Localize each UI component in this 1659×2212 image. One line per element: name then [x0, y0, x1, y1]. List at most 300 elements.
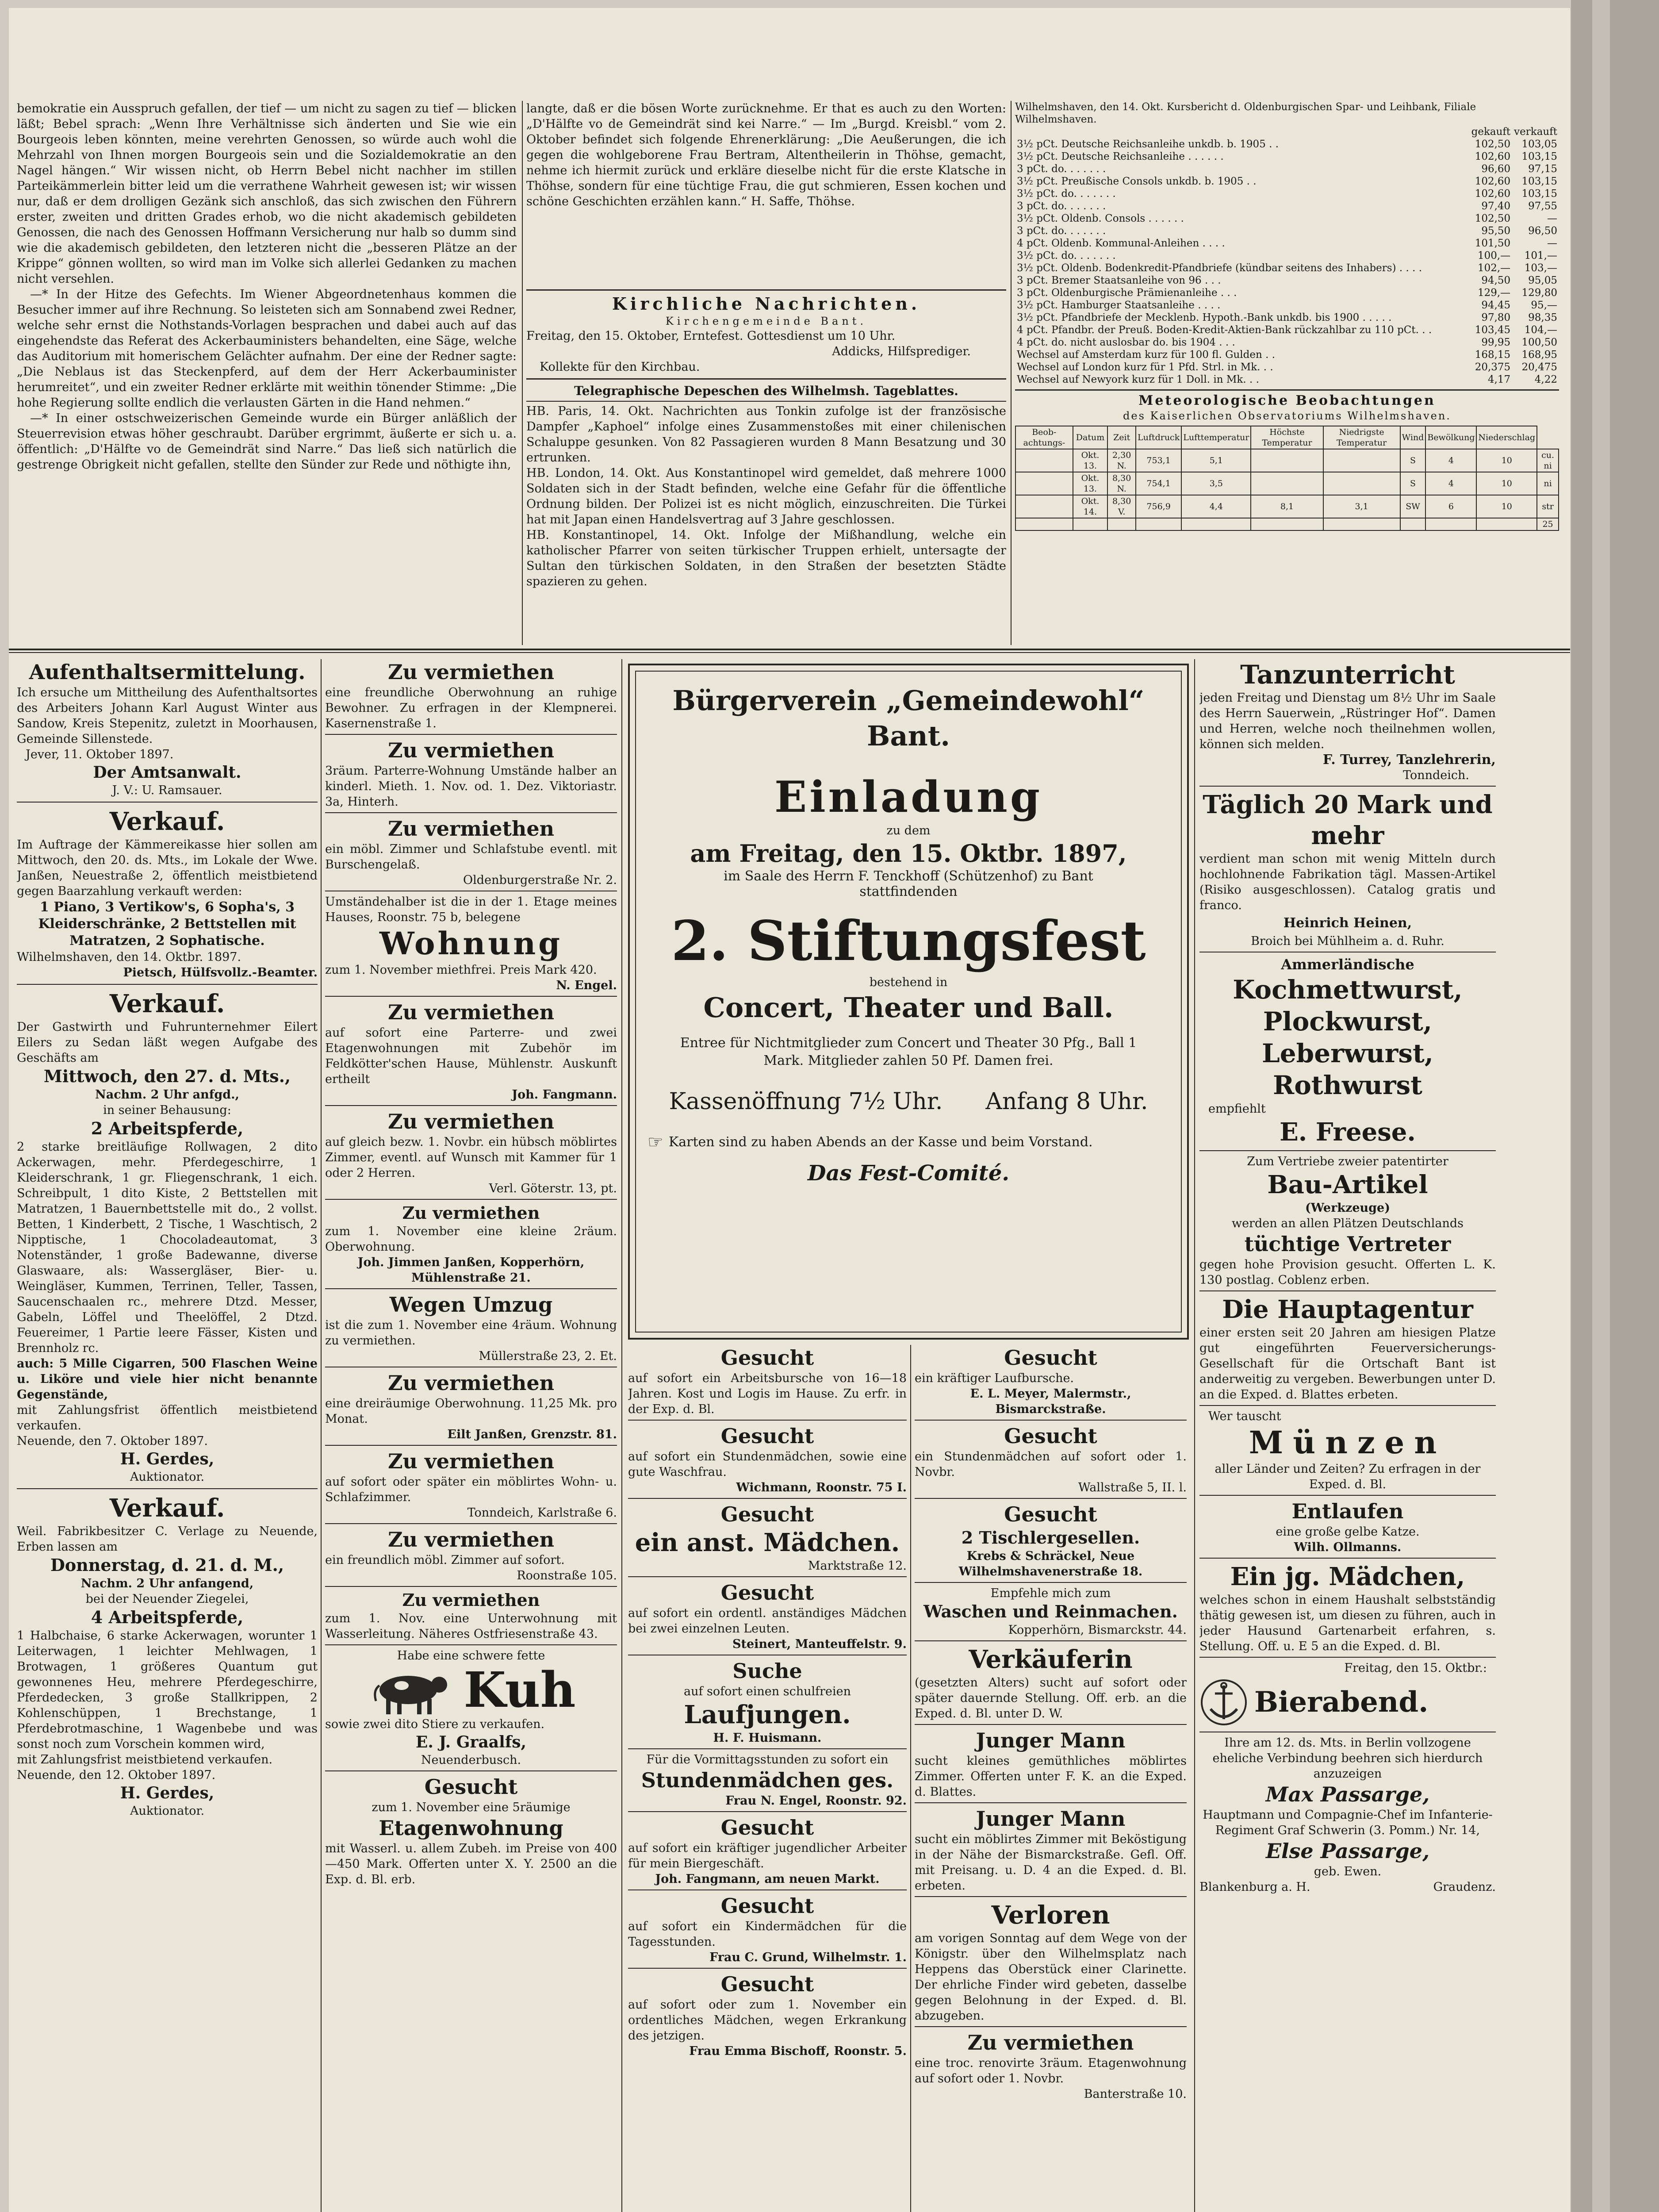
ad-big: Kuh: [464, 1661, 576, 1718]
ad-big: Münzen: [1249, 1424, 1447, 1461]
ad-signature: Wichmann, Roonstr. 75 I.: [736, 1481, 907, 1494]
ad-signature: E. J. Graalfs,: [415, 1733, 527, 1751]
market-price: 4,17: [1487, 374, 1511, 385]
ad-text: ein Stundenmädchen auf sofort oder 1. Novbr.: [915, 1450, 1187, 1479]
ad-text: Im Auftrage der Kämmereikasse hier sollen am Mittwoch, den 20. ds. Mts., im Lokale der Wwe. Janßen, Neuestraße 2, öffentlich meistbietend gegen Baarzahlung verkauft werden:: [17, 838, 318, 898]
ad-address: Verl. Göterstr. 13, pt.: [489, 1182, 617, 1195]
ads-column-4: [1199, 659, 1496, 2212]
ad-address: Broich bei Mühlheim a. d. Ruhr.: [1251, 934, 1444, 948]
event-place: im Saale des Herrn F. Tenckhoff (Schützenhof) zu Bant: [724, 868, 1093, 884]
ad-date: Neuende, den 12. Oktober 1897.: [17, 1768, 216, 1782]
ad-title: Zu vermiethen: [967, 2031, 1134, 2055]
market-price: 98,35: [1528, 312, 1557, 323]
event-entry: Entree für Nichtmitglieder zum Concert und Theater 30 Pfg., Ball 1 Mark. Mitglieder zahlen 50 Pf. Damen frei.: [680, 1035, 1137, 1068]
meteorology-cell: 756,9: [1136, 495, 1181, 518]
ad-text: (gesetzten Alters) sucht auf sofort oder später dauernde Stellung. Off. erb. an die Exped. d. Bl. unter D. W.: [915, 1676, 1187, 1720]
ad-date: Wilhelmshaven, den 14. Oktbr. 1897.: [17, 950, 241, 964]
ad-big: 2 Tischlergesellen.: [961, 1528, 1140, 1548]
meteorology-cell: 25: [1537, 518, 1559, 530]
ad-text: auf sofort ein Stundenmädchen, sowie eine gute Waschfrau.: [628, 1450, 907, 1479]
ad-text: geb. Ewen.: [1314, 1865, 1382, 1878]
meteorology-cell: 3,5: [1181, 472, 1251, 495]
meteorology-cell: 8,30 V.: [1107, 495, 1136, 518]
ad-text: eine troc. renovirte 3räum. Etagenwohnung auf sofort oder 1. Novbr.: [915, 2056, 1187, 2085]
ad-big: Verloren: [991, 1901, 1110, 1930]
event-invite: Einladung: [774, 772, 1042, 822]
anchor-emblem-icon: [1199, 1676, 1248, 1729]
ad-text: Ammerländische: [1281, 956, 1414, 973]
market-row: [1015, 262, 1559, 274]
meteorology-cell: 4: [1425, 449, 1476, 472]
ad-big: tüchtige Vertreter: [1244, 1232, 1451, 1256]
meteorology-header: Zeit: [1107, 426, 1136, 449]
event-karten: Karten sind zu haben Abends an der Kasse und beim Vorstand.: [668, 1134, 1093, 1150]
meteorology-subtitle: des Kaiserlichen Observatoriums Wilhelmshaven.: [1123, 410, 1451, 422]
market-row: [1015, 250, 1559, 262]
market-security: 3 pCt. Oldenburgische Prämienanleihe . . .: [1017, 287, 1237, 299]
meteorology-row: [1015, 449, 1559, 472]
ad-address: Tonndeich.: [1403, 768, 1469, 782]
ad-text: mit Zahlungsfrist meistbietend verkaufen.: [17, 1753, 273, 1767]
event-fest: 2. Stiftungsfest: [671, 909, 1146, 973]
ad-title: Gesucht: [720, 1346, 814, 1370]
ad-title: Zu vermiethen: [387, 660, 555, 684]
ad-text: auf sofort oder später ein möblirtes Wohn- u. Schlafzimmer.: [325, 1475, 617, 1504]
ad-text: sucht kleines gemüthliches möblirtes Zimmer. Offerten unter F. K. an die Exped. d. Blattes.: [915, 1754, 1187, 1799]
meteorology-header: Niederschlag: [1476, 426, 1537, 449]
market-price: 20,475: [1521, 361, 1557, 373]
ad-title: Verkauf.: [109, 807, 225, 836]
ad-signature: J. V.: U. Ramsauer.: [112, 783, 222, 797]
market-heading: Wilhelmshaven, den 14. Okt. Kursbericht d. Oldenburgischen Spar- und Leihbank, Filiale Wilhelmshaven.: [1015, 101, 1476, 125]
market-price: 103,15: [1521, 176, 1557, 187]
market-price: 103,15: [1521, 188, 1557, 200]
ad-date-big: Donnerstag, d. 21. d. M.,: [50, 1555, 284, 1575]
ad-text: Ihre am 12. ds. Mts. in Berlin vollzogene eheliche Verbindung beehren sich hierdurch anzuzeigen: [1212, 1736, 1483, 1781]
meteorology-cell: ni: [1537, 472, 1559, 495]
meteorology-cell: Okt. 14.: [1073, 495, 1108, 518]
ad-address: Wallstraße 5, II. l.: [1078, 1481, 1187, 1494]
ad-text: sucht ein möblirtes Zimmer mit Beköstigung in der Nähe der Bismarckstraße. Gefl. Off. mit Preisang. u. D. 4 an die Exped. d. Bl. erbeten.: [915, 1832, 1187, 1893]
ad-big: Waschen und Reinmachen.: [923, 1601, 1178, 1621]
market-price: 129,—: [1477, 287, 1511, 299]
meteorology-header: Luftdruck: [1136, 426, 1181, 449]
article-text: langte, daß er die bösen Worte zurücknehme. Er that es auch zu den Worten: „D'Hälfte vo de Gemeindrät sind kei Narre.“ — Im „Burgd. Kreisbl.“ vom 2. Oktober befindet sich folgende Ehrenerklärung: „Die Aeußerungen, die ich gegen die wohlgeborene Frau Bertram, Altentheilerin in Thöhse, gemacht, nehme ich hiermit zurück und erkläre dieselbe nicht für die erste Klatsche in Thöhse, sondern für eine tüchtige Frau, die gut schmieren, Essen kochen und schöne Geschichten erzählen kann.“ H. Saffe, Thöhse.: [526, 102, 1006, 208]
ad-text: eine große gelbe Katze.: [1276, 1525, 1420, 1539]
ad-date: Jever, 11. Oktober 1897.: [26, 748, 174, 761]
ad-title: Zu vermiethen: [387, 1449, 555, 1473]
market-row: [1015, 138, 1559, 150]
telegraph-title: Telegraphische Depeschen des Wilhelmsh. Tageblattes.: [574, 384, 958, 398]
market-price: 129,80: [1521, 287, 1557, 299]
ad-text: Empfehle mich zum: [990, 1586, 1111, 1600]
meteorology-cell: 10: [1476, 449, 1537, 472]
market-price: 96,60: [1481, 163, 1511, 175]
ad-text: einer ersten seit 20 Jahren am hiesigen Platze gut eingeführten Feuerversicherungs-Gesellschaft für die Ortschaft Bant ist anderweitig zu vergeben. Bewerbungen unter D. an die Exped. d. Blattes erbeten.: [1199, 1326, 1496, 1402]
ad-name: Max Passarge,: [1265, 1782, 1430, 1806]
market-row: [1015, 349, 1559, 361]
ad-signature: Der Amtsanwalt.: [93, 763, 241, 782]
ad-address: Oldenburgerstraße Nr. 2.: [463, 873, 617, 887]
event-anfang: Anfang 8 Uhr.: [985, 1088, 1148, 1115]
ad-text: auf gleich bezw. 1. Novbr. ein hübsch möblirtes Zimmer, eventl. auf Wunsch mit Kammer für 1 oder 2 Herren.: [325, 1135, 617, 1180]
meteorology-cell: S: [1400, 472, 1426, 495]
market-security: 3½ pCt. Preußische Consols unkdb. b. 1905 . .: [1017, 176, 1257, 187]
market-security: Wechsel auf Amsterdam kurz für 100 fl. Gulden . .: [1017, 349, 1276, 361]
church-news-title: Kirchliche Nachrichten.: [612, 294, 921, 314]
market-row: [1015, 299, 1559, 311]
ad-text: mit Wasserl. u. allem Zubeh. im Preise von 400—450 Mark. Offerten unter X. Y. 2500 an die Exp. d. Bl. erb.: [325, 1842, 617, 1886]
market-security: 3½ pCt. Hamburger Staatsanleihe . . . .: [1017, 300, 1221, 311]
event-bestehend: bestehend in: [869, 975, 948, 989]
ad-text: sowie zwei dito Stiere zu verkaufen.: [325, 1717, 545, 1731]
ads-column-3b: [915, 1345, 1187, 2212]
ad-text: zum 1. November eine 5räumige: [372, 1801, 571, 1814]
market-price: 100,50: [1521, 337, 1557, 348]
market-security: 4 pCt. do. nicht auslosbar do. bis 1904 . . .: [1017, 337, 1235, 348]
market-row: [1015, 274, 1559, 287]
ad-big: Bierabend.: [1254, 1686, 1429, 1719]
ad-items: 1 Halbchaise, 6 starke Ackerwagen, worunter 1 Leiterwagen, 1 leichter Mehlwagen, 1 Brotwagen, 1 größeres Quantum gut gewonnenes Heu, mehrere Pferdegeschirre, Pferdedecken, 3 große Stallkrippen, 2 Kohlenschüppen, 1 Brechstange, 1 Pferdebrotmaschine, 1 Wagenbebe und was sonst noch zum Vorschein kommen wird,: [17, 1629, 318, 1751]
ad-text: in seiner Behausung:: [103, 1103, 231, 1117]
market-col-header: verkauft: [1514, 126, 1557, 138]
ad-date: Neuende, den 7. Oktober 1897.: [17, 1434, 208, 1448]
meteorology-cell: 753,1: [1136, 449, 1181, 472]
sausage-item: Plockwurst,: [1263, 1006, 1433, 1037]
market-row: [1015, 287, 1559, 299]
market-price: 102,—: [1477, 262, 1511, 274]
market-row: [1015, 373, 1559, 386]
ad-time: Nachm. 2 Uhr anfangend,: [80, 1577, 254, 1590]
ad-text: zum 1. Nov. eine Unterwohnung mit Wasserleitung. Näheres Ostfriesenstraße 43.: [325, 1612, 617, 1641]
meteorology-cell: cu. ni: [1537, 449, 1559, 472]
market-row: [1015, 200, 1559, 212]
ad-text: gegen hohe Provision gesucht. Offerten L. K. 130 postlag. Coblenz erben.: [1199, 1258, 1496, 1287]
meteorology-cell: str: [1537, 495, 1559, 518]
ad-text: jeden Freitag und Dienstag um 8½ Uhr im Saale des Herrn Sauerwein, „Rüstringer Hof“. Damen und Herren, welche noch theilnehmen wollen, können sich melden.: [1199, 691, 1496, 751]
ad-signature: Joh. Fangmann, am neuen Markt.: [655, 1872, 880, 1886]
ad-big: Junger Mann: [976, 1807, 1126, 1831]
market-table: [1015, 126, 1559, 386]
meteorology-title: Meteorologische Beobachtungen: [1138, 393, 1436, 408]
market-row: [1015, 324, 1559, 336]
ad-title: Verkauf.: [109, 989, 225, 1018]
meteorology-cell: 754,1: [1136, 472, 1181, 495]
ad-title: Verkauf.: [109, 1494, 225, 1523]
ad-text: verdient man schon mit wenig Mitteln durch hochlohnende Fabrikation tägl. Massen-Artikel (Risiko ausgeschlossen). Catalog gratis und franco.: [1199, 852, 1496, 912]
ad-title: Zu vermiethen: [387, 738, 555, 762]
ad-signature: N. Engel.: [556, 979, 617, 992]
ad-big: Verkäuferin: [969, 1645, 1133, 1674]
market-report: [1015, 101, 1559, 645]
ad-text: ein freundlich möbl. Zimmer auf sofort.: [325, 1553, 565, 1567]
church-news-collection: Kollekte für den Kirchbau.: [540, 360, 700, 374]
ad-place: Graudenz.: [1433, 1880, 1496, 1894]
meteorology-cell: [1400, 518, 1426, 530]
market-price: 97,80: [1481, 312, 1511, 323]
article-text: —* In der Hitze des Gefechts. Im Wiener Abgeordnetenhaus kommen die Besucher immer auf ihre Rechnung. So leisteten sich am Sonnabend zwei Redner, welche sehr ernst die Nothstands-Vorlagen besprachen und dabei auch auf das eingehendste das Referat des Ackerbauministers behandelten, eine Säge, welche das Auditorium mit homerischem Gelächter aufnahm. Der eine der Redner sagte: „Die Neblaus ist das Steckenpferd, auf dem der Herr Ackerbauminister herumreitet“, und ein zweiter Redner erklärte mit weithin tönender Stimme: „Die hohe Regierung sollte endlich die verlausten Gärten in die Hand nehmen.“: [17, 288, 517, 410]
article-column-1: [17, 101, 517, 645]
meteorology-cell: [1181, 518, 1251, 530]
market-price: 101,—: [1524, 250, 1557, 261]
meteorology-cell: S: [1400, 449, 1426, 472]
ad-text: eine dreiräumige Oberwohnung. 11,25 Mk. pro Monat.: [325, 1397, 617, 1426]
meteorology-header: Datum: [1073, 426, 1108, 449]
market-price: 102,60: [1475, 151, 1511, 162]
church-news-signature: Addicks, Hilfsprediger.: [832, 345, 971, 358]
ad-text: auf sofort ein kräftiger jugendlicher Arbeiter für mein Biergeschäft.: [628, 1841, 907, 1870]
ad-date-big: Mittwoch, den 27. d. Mts.,: [43, 1066, 291, 1086]
ad-time: Nachm. 2 Uhr anfgd.,: [95, 1088, 239, 1102]
ad-text: auf sofort einen schulfreien: [684, 1685, 851, 1698]
ad-text: Hauptmann und Compagnie-Chef im Infanterie-Regiment Graf Schwerin (3. Pomm.) Nr. 14,: [1203, 1808, 1493, 1837]
telegraph-text: HB. London, 14. Okt. Aus Konstantinopel wird gemeldet, daß mehrere 1000 Soldaten sich in der Stadt befinden, welche eine Gefahr für die öffentliche Ordnung bilden. Der Polizei ist es nicht möglich, einzuschreiten. Die Türkei hat mit Japan einen Handelsvertrag auf 3 Jahre geschlossen.: [526, 466, 1006, 526]
ad-title: Gesucht: [720, 1502, 814, 1526]
ad-big: Bau-Artikel: [1267, 1170, 1428, 1199]
market-security: 3 pCt. do. . . . . . .: [1017, 163, 1106, 175]
market-price: 96,50: [1528, 225, 1557, 237]
ad-text: ein möbl. Zimmer und Schlafstube eventl. mit Burschengelaß.: [325, 842, 617, 872]
meteorology-row: [1015, 495, 1559, 518]
ad-title: Gesucht: [720, 1581, 814, 1605]
market-security: 3 pCt. do. . . . . . .: [1017, 225, 1106, 237]
ad-signature: H. Gerdes,: [120, 1450, 215, 1468]
ad-text: mit Zahlungsfrist öffentlich meistbietend verkaufen.: [17, 1403, 318, 1432]
market-price: 97,55: [1528, 200, 1557, 212]
ad-big: Laufjungen.: [684, 1700, 851, 1729]
meteorology-header: Niedrigste Temperatur: [1323, 426, 1400, 449]
market-security: 4 pCt. Pfandbr. der Preuß. Boden-Kredit-Aktien-Bank rückzahlbar zu 110 pCt. . .: [1017, 324, 1432, 336]
event-program: Concert, Theater und Ball.: [703, 991, 1114, 1024]
meteorology-cell: [1425, 518, 1476, 530]
market-header-row: [1015, 126, 1559, 138]
ad-signature: Frau N. Engel, Roonstr. 92.: [725, 1794, 907, 1808]
ad-title: Gesucht: [720, 1894, 814, 1918]
market-row: [1015, 188, 1559, 200]
ad-signature: Frau C. Grund, Wilhelmstr. 1.: [709, 1951, 907, 1964]
ad-signature: F. Turrey, Tanzlehrerin,: [1322, 752, 1496, 768]
ad-big: Entlaufen: [1291, 1499, 1404, 1523]
market-security: 3½ pCt. do. . . . . . .: [1017, 188, 1116, 200]
ads-column-1: [17, 659, 318, 2212]
meteorology-cell: [1251, 449, 1323, 472]
market-row: [1015, 311, 1559, 324]
market-security: 3½ pCt. Oldenb. Consols . . . . . .: [1017, 213, 1184, 224]
ad-title: Gesucht: [424, 1775, 518, 1799]
market-row: [1015, 150, 1559, 163]
meteorology-cell: Okt. 13.: [1073, 472, 1108, 495]
ad-big: Etagenwohnung: [379, 1816, 563, 1840]
telegraph-text: HB. Konstantinopel, 14. Okt. Infolge der Mißhandlung, welche ein katholischer Pfarrer von seiten türkischer Truppen erhielt, untersagte der Sultan den türkischen Soldaten, in den Straßen der besetzten Städte spazieren zu gehen.: [526, 528, 1006, 588]
market-security: 3½ pCt. Oldenb. Bodenkredit-Pfandbriefe (kündbar seitens des Inhabers) . . . .: [1017, 262, 1422, 274]
meteorology-cell: 10: [1476, 472, 1537, 495]
ad-title: Gesucht: [720, 1424, 814, 1448]
ad-text: auf sofort ein Kindermädchen für die Tagesstunden.: [628, 1920, 907, 1949]
ad-big: ein anst. Mädchen.: [635, 1528, 900, 1557]
market-price: —: [1547, 213, 1557, 224]
meteorology-cell: 10: [1476, 495, 1537, 518]
ad-signature: H. Gerdes,: [120, 1784, 215, 1802]
market-row: [1015, 212, 1559, 225]
market-price: 94,50: [1481, 275, 1511, 286]
ad-name: Else Passarge,: [1265, 1839, 1430, 1863]
market-security: Wechsel auf Newyork kurz für 1 Doll. in Mk. . .: [1017, 374, 1259, 385]
market-security: 3½ pCt. Deutsche Reichsanleihe unkdb. b. 1905 . .: [1017, 138, 1279, 150]
sausage-item: Kochmettwurst,: [1233, 975, 1463, 1005]
ad-items: 2 starke breitläufige Rollwagen, 2 dito Ackerwagen, mehr. Pferdegeschirre, 1 Kleiderschrank, 1 gr. Fliegenschrank, 1 eich. Schreibpult, 1 dito Kiste, 2 Bettstellen mit Matratzen, 1 Bauernbettstelle mit do., 2 vollst. Betten, 1 Kinderbett, 2 Tische, 1 Waschtisch, 2 Nipptische, 1 Chocoladeautomat, 3 Notenständer, 1 große Badewanne, diverse Glaswaare, als: Wassergläser, Bier- u. Weingläser, Kummen, Terrinen, Teller, Tassen, Saucenschaalen rc., mehrere Dtzd. Messer, Gabeln, Löffel und Theelöffel, 2 Dtzd. Feuereimer, 1 Partie leere Fässer, Kisten und Brennholz rc.: [17, 1140, 318, 1355]
ad-role: Auktionator.: [130, 1804, 205, 1818]
ad-title: Zu vermiethen: [387, 1371, 555, 1395]
ad-text: werden an allen Plätzen Deutschlands: [1231, 1217, 1464, 1230]
ad-title: Gesucht: [720, 1972, 814, 1996]
meteorology-cell: [1251, 472, 1323, 495]
ad-text: Der Gastwirth und Fuhrunternehmer Eilert Eilers zu Sedan läßt wegen Aufgabe des Geschäfts am: [17, 1020, 318, 1065]
event-date: am Freitag, den 15. Oktbr. 1897,: [690, 839, 1127, 868]
ad-text: ein kräftiger Laufbursche.: [915, 1371, 1074, 1385]
ads-column-3a: [628, 1345, 907, 2212]
page-edge: [1571, 0, 1659, 2212]
market-row: [1015, 163, 1559, 175]
ad-title: Zu vermiethen: [387, 817, 555, 841]
ad-signature: Joh. Jimmen Janßen, Kopperhörn, Mühlenstraße 21.: [357, 1256, 585, 1285]
ad-items: 1 Piano, 3 Vertikow's, 6 Sopha's, 3 Kleiderschränke, 2 Bettstellen mit Matratzen, 2 Sophatische.: [38, 899, 296, 949]
ad-signature: Frau Emma Bischoff, Roonstr. 5.: [689, 2044, 907, 2058]
market-price: 103,—: [1524, 262, 1557, 274]
bierabend-ad: [1199, 1676, 1496, 1729]
ad-text: Habe eine schwere fette: [397, 1649, 545, 1663]
market-price: 104,—: [1524, 324, 1557, 336]
ad-subtitle: 4 Arbeitspferde,: [91, 1607, 244, 1627]
meteorology-cell: [1323, 472, 1400, 495]
ad-text: empfiehlt: [1208, 1102, 1266, 1116]
meteorology-cell: 5,1: [1181, 449, 1251, 472]
market-price: 168,95: [1521, 349, 1557, 361]
ad-address: Tonndeich, Karlstraße 6.: [467, 1506, 617, 1520]
meteorology-header: Beob-achtungs-: [1015, 426, 1073, 449]
market-security: Wechsel auf London kurz für 1 Pfd. Strl. in Mk. . .: [1017, 361, 1273, 373]
event-stattf: stattfindenden: [859, 884, 958, 899]
meteorology-table: [1015, 426, 1559, 531]
market-price: 102,50: [1475, 138, 1511, 150]
meteorology-cell: [1251, 518, 1323, 530]
market-price: 102,60: [1475, 176, 1511, 187]
market-security: 3 pCt. Bremer Staatsanleihe von 96 . . .: [1017, 275, 1221, 286]
event-content: [648, 683, 1169, 1325]
meteorology-cell: [1107, 518, 1136, 530]
event-tickets: [648, 1133, 1169, 1151]
meteorology-cell: [1323, 449, 1400, 472]
market-row: [1015, 237, 1559, 250]
church-news-text: Freitag, den 15. Oktober, Erntefest. Gottesdienst um 10 Uhr.: [526, 329, 896, 343]
ad-address: Roonstraße 105.: [517, 1569, 617, 1582]
ad-text: auf sofort oder zum 1. November ein ordentliches Mädchen, wegen Erkrankung des jetzigen.: [628, 1998, 907, 2043]
ad-date: Freitag, den 15. Oktbr.:: [1344, 1661, 1487, 1675]
ad-text: welches schon in einem Haushalt selbstständig thätig gewesen ist, um diesen zu führen, auch in jeder Hausund Gartenarbeit erfahren, s. Stellung. Off. u. E 5 an die Exped. d. Bl.: [1199, 1593, 1496, 1653]
market-price: 99,95: [1481, 337, 1511, 348]
ad-address: Banterstraße 10.: [1084, 2087, 1187, 2101]
ad-address: Kopperhörn, Bismarckstr. 44.: [1008, 1623, 1187, 1637]
ad-place: Blankenburg a. H.: [1199, 1880, 1310, 1894]
ad-title: Gesucht: [720, 1816, 814, 1839]
meteorology-cell: 8,30 N.: [1107, 472, 1136, 495]
meteorology-cell: 6: [1425, 495, 1476, 518]
ad-signature: Eilt Janßen, Grenzstr. 81.: [447, 1428, 617, 1441]
ad-big: Täglich 20 Mark und mehr: [1203, 790, 1493, 850]
ad-signature: E. Freese.: [1280, 1118, 1416, 1147]
market-security: 3½ pCt. do. . . . . . .: [1017, 250, 1116, 261]
ad-role: Auktionator.: [130, 1470, 205, 1484]
ad-text: auf sofort ein Arbeitsbursche von 16—18 Jahren. Kost und Logis im Hause. Zu erfr. in der Exp. d. Bl.: [628, 1371, 907, 1416]
event-box: [628, 664, 1189, 1340]
market-row: [1015, 361, 1559, 373]
ad-text: auf sofort ein ordentl. anständiges Mädchen bei zwei einzelnen Leuten.: [628, 1606, 907, 1636]
article-text: —* In einer ostschweizerischen Gemeinde wurde ein Bürger anläßlich der Steuerrevision etwas höher geschraubt. Darüber ergrimmt, äußerte er sich u. a. öffentlich: „D'Hälfte vo de Gemeindrät sind Narre.“ Das ließ sich natürlich die gestrenge Obrigkeit nicht gefallen, stellte den Sünder zur Rede und nöthigte ihn,: [17, 411, 517, 472]
ad-text: auch: 5 Mille Cigarren, 500 Flaschen Weine u. Liköre und viele hier nicht benannte Gegenstände,: [17, 1357, 318, 1402]
ad-signature: E. L. Meyer, Malermstr., Bismarckstraße.: [970, 1387, 1131, 1416]
event-signature: Das Fest-Comité.: [807, 1161, 1010, 1186]
market-security: 3 pCt. do. . . . . . .: [1017, 200, 1106, 212]
market-price: 102,60: [1475, 188, 1511, 200]
sausage-item: Leberwurst,: [1262, 1038, 1433, 1068]
ad-title: Aufenthaltsermittelung.: [29, 660, 306, 684]
ad-text: zum 1. November miethfrei. Preis Mark 420.: [325, 963, 597, 977]
meteorology-cell: [1136, 518, 1181, 530]
market-row: [1015, 336, 1559, 349]
event-title: Bürgerverein „Gemeindewohl“ Bant.: [672, 684, 1145, 752]
market-security: 3½ pCt. Pfandbriefe der Mecklenb. Hypoth.-Bank unkdb. bis 1900 . . . . .: [1017, 312, 1392, 323]
event-zu: zu dem: [886, 824, 931, 837]
article-text: bemokratie ein Ausspruch gefallen, der tief — um nicht zu sagen zu tief — blicken läßt; Bebel sprach: „Wenn Ihre Verhältnisse sich änderten und Sie wie ein Bourgeois leben könnten, meine verehrten Genossen, so würde auch wohl die Mehrzahl von Ihnen morgen Bourgeois sein und die Sozialdemokratie an den Nagel hängen.“ Wir wissen nicht, ob Herrn Bebel nicht nachher im stillen Parteikämmerlein bitter leid um die verrathene Wahrheit gewesen ist; wir wissen nur, daß er dem drolligen Gezänk sich anschloß, das sich zwischen den Führern erster, zweiten und dritten Grades erhob, wo die nicht akademisch gebildeten Genossen, die nach des Genossen Hoffmann Versicherung nur halb so dumm sind wie die akademisch gebildeten, den letzteren nicht die „besseren Plätze an der Krippe“ gönnen wollten, so wird man im Volke sich allerlei Gedanken zu machen nicht versehlen.: [17, 102, 517, 286]
market-price: 103,45: [1475, 324, 1511, 336]
ad-subtitle: (Werkzeuge): [1305, 1201, 1390, 1215]
market-security: 4 pCt. Oldenb. Kommunal-Anleihen . . . .: [1017, 238, 1225, 249]
market-price: 97,40: [1481, 200, 1511, 212]
ad-text: zum 1. November eine kleine 2räum. Oberwohnung.: [325, 1225, 617, 1254]
ad-signature: Joh. Fangmann.: [512, 1088, 617, 1102]
ad-subtitle: 2 Arbeitspferde,: [91, 1118, 244, 1138]
ad-title: Suche: [732, 1659, 802, 1683]
ad-big: Tanzunterricht: [1240, 660, 1455, 690]
ad-title: Zu vermiethen: [402, 1203, 540, 1223]
market-price: 95,05: [1528, 275, 1557, 286]
ad-text: Wer tauscht: [1208, 1409, 1281, 1423]
market-price: 100,—: [1477, 250, 1511, 261]
ads-column-2: [325, 659, 617, 2212]
ad-text: ist die zum 1. November eine 4räum. Wohnung zu vermiethen.: [325, 1318, 617, 1348]
market-col-header: gekauft: [1471, 126, 1511, 138]
event-times: [648, 1087, 1169, 1116]
event-kasse: Kassenöffnung 7½ Uhr.: [669, 1088, 943, 1115]
sausage-item: Rothwurst: [1273, 1070, 1422, 1100]
telegraph-text: HB. Paris, 14. Okt. Nachrichten aus Tonkin zufolge ist der französische Dampfer „Kaphoel“ infolge eines Zusammenstoßes mit einer chilenischen Schaluppe gesunken. Von 82 Passagieren wurden 8 Mann Besatzung und 30 ertrunken.: [526, 404, 1006, 465]
article-column-2: [526, 101, 1006, 645]
ad-text: Ich ersuche um Mittheilung des Aufenthaltsortes des Arbeiters Johann Karl August Winter aus Sandow, Kreis Stepenitz, zuletzt in Moorhausen, Gemeinde Sillenstede.: [17, 686, 318, 746]
market-price: 102,50: [1475, 213, 1511, 224]
meteorology-header: Bewölkung: [1425, 426, 1476, 449]
ad-places: [1199, 1879, 1496, 1895]
meteorology-cell: 2,30 N.: [1107, 449, 1136, 472]
ad-big: Stundenmädchen ges.: [641, 1768, 894, 1792]
meteorology-cell: [1476, 518, 1537, 530]
ad-signature: Krebs & Schräckel, Neue Wilhelmshavenerstraße 18.: [958, 1549, 1143, 1578]
ad-big: Die Hauptagentur: [1222, 1295, 1473, 1324]
ad-text: 3räum. Parterre-Wohnung Umstände halber an kinderl. Mieth. 1. Nov. od. 1. Dez. Viktoriastr. 3a, Hinterh.: [325, 764, 617, 809]
ad-title: Zu vermiethen: [387, 1528, 555, 1551]
sausage-list: [1199, 974, 1496, 1101]
pointing-hand-icon: ☞: [648, 1132, 663, 1152]
ad-signature: H. F. Huismann.: [713, 1731, 822, 1745]
ad-signature: Wilh. Ollmanns.: [1294, 1540, 1402, 1554]
